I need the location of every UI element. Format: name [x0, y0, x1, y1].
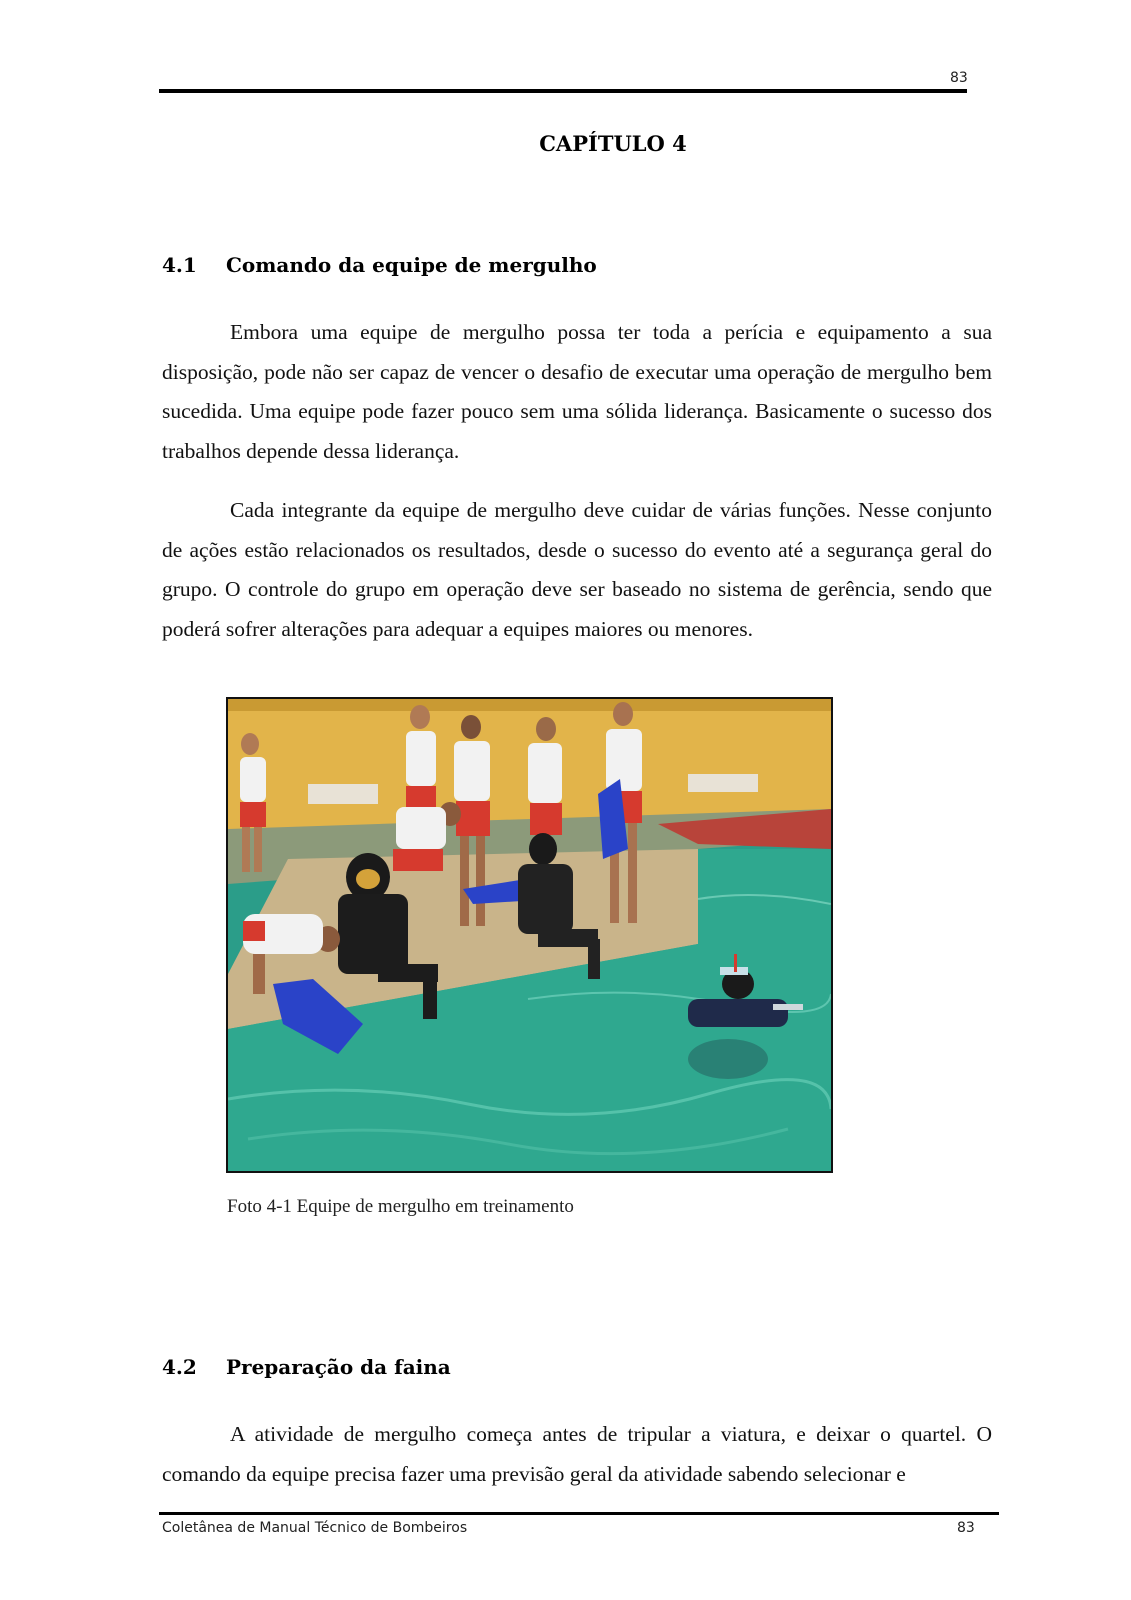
section-number: 4.2 — [162, 1355, 197, 1379]
section-number: 4.1 — [162, 253, 197, 277]
photo-caption: Foto 4-1 Equipe de mergulho em treinamento — [227, 1196, 574, 1217]
photo-diving-team-training — [226, 697, 833, 1173]
section-title: Preparação da faina — [226, 1355, 451, 1379]
footer-title: Coletânea de Manual Técnico de Bombeiros — [162, 1520, 468, 1536]
paragraph-4-1-b: Cada integrante da equipe de mergulho deve cuidar de várias funções. Nesse conjunto de ações estão relacionados os resultados, desde o sucesso do evento até a segurança geral do grupo. O controle do grupo em operação deve ser baseado no sistema de gerência, sendo que poderá sofrer alterações para adequar a equipes maiores ou menores. — [162, 498, 992, 641]
footer-page-number: 83 — [957, 1520, 975, 1536]
header-page-number: 83 — [950, 70, 968, 86]
paragraph-4-1-a: Embora uma equipe de mergulho possa ter toda a perícia e equipamento a sua disposição, pode não ser capaz de vencer o desafio de executar uma operação de mergulho bem sucedida. Uma equipe pode fazer pouco sem uma sólida liderança. Basicamente o sucesso dos trabalhos depende dessa liderança. — [162, 320, 992, 463]
header-rule — [159, 89, 967, 93]
footer-rule — [159, 1512, 999, 1515]
paragraph-4-2-a: A atividade de mergulho começa antes de tripular a viatura, e deixar o quartel. O comando da equipe precisa fazer uma previsão geral da atividade sabendo selecionar e — [162, 1422, 992, 1486]
section-heading-4-1 — [162, 253, 982, 277]
chapter-title: CAPÍTULO 4 — [539, 131, 687, 156]
section-heading-4-2 — [162, 1355, 982, 1379]
section-title: Comando da equipe de mergulho — [226, 253, 597, 277]
